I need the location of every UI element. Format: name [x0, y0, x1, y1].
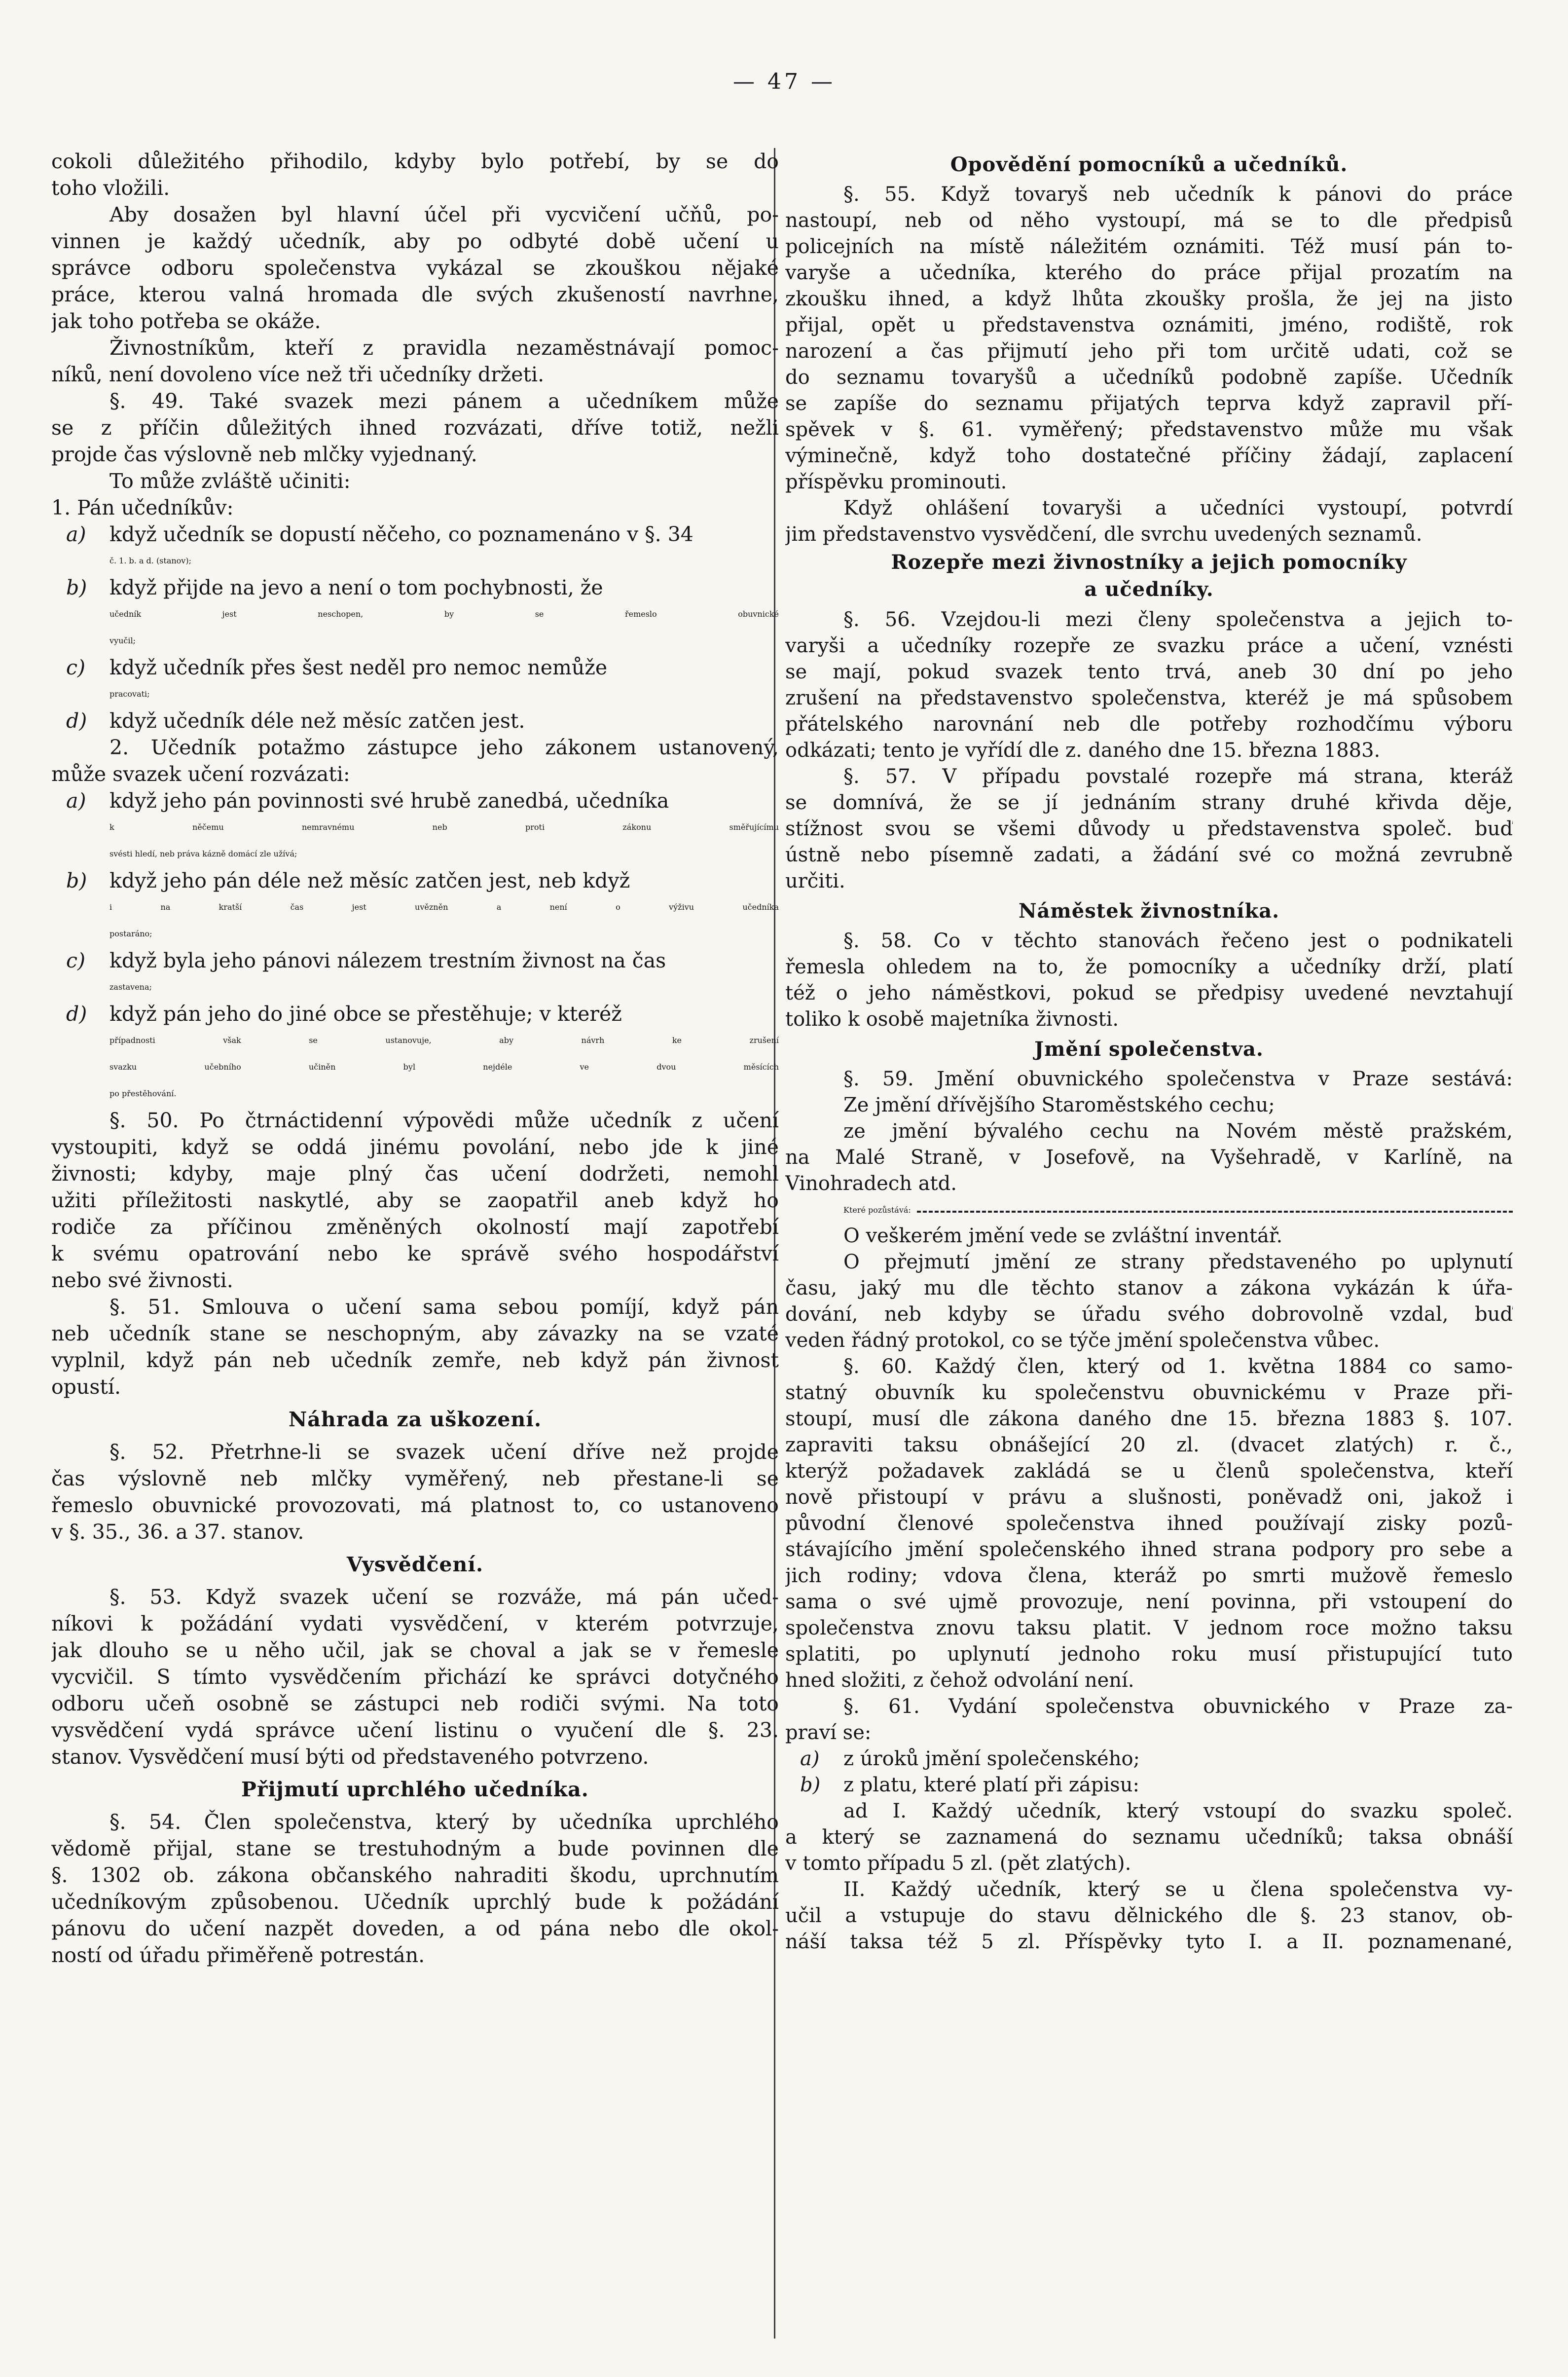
list-item: a) z úroků jmění společenského; — [800, 1747, 1140, 1770]
text-line: narození a čas přijmutí jeho při tom určitě udati, což se — [785, 340, 1513, 363]
text-line: času, jaký mu dle těchto stanov a zákona vykázán k úřa- — [785, 1277, 1513, 1300]
text-line: společenstva znovu taksu platit. V jednom roce možno taksu — [785, 1617, 1513, 1639]
text-line: určiti. — [785, 870, 845, 892]
section-heading: Rozepře mezi živnostníky a jejich pomocníky — [891, 551, 1407, 574]
text-line: nebo své živnosti. — [51, 1268, 233, 1292]
text-line: v tomto případu 5 zl. (pět zlatých). — [785, 1852, 1131, 1875]
text-line: čas výslovně neb mlčky vyměřený, neb přestane-li se — [51, 1467, 779, 1490]
section-51: §. 51. Smlouva o učení sama sebou pomíjí, když pán — [109, 1295, 779, 1319]
text-line: toliko k osobě majetníka živnosti. — [785, 1008, 1119, 1031]
text-line: kterýž požadavek zakládá se u členů společenstva, kteří — [785, 1460, 1513, 1483]
text-line: O veškerém jmění vede se zvláštní inventář. — [843, 1225, 1283, 1247]
text-line: jak toho potřeba se okáže. — [51, 309, 321, 333]
dash-rule — [917, 1197, 1513, 1213]
text-line: původní členové společenstva ihned používají zisky pozů- — [785, 1512, 1513, 1535]
text-line: nastoupí, neb od něho vystoupí, má se to dle předpisů — [785, 209, 1513, 232]
text-line: §. 1302 ob. zákona občanského nahraditi škodu, uprchnutím — [51, 1863, 779, 1887]
text-line: neb učedník stane se neschopným, aby závazky na se vzaté — [51, 1322, 779, 1345]
list-item-cont: učedník jest neschopen, by se řemeslo obuvnické — [109, 609, 779, 619]
list-item: c) když učedník přes šest neděl pro nemoc nemůže — [66, 656, 608, 679]
text-line: ad I. Každý učedník, který vstoupí do svazku společ. — [843, 1800, 1513, 1822]
text-line: ností od úřadu přiměřeně potrestán. — [51, 1943, 425, 1967]
text-line: na Malé Straně, v Josefově, na Vyšehradě, v Karlíně, na — [785, 1146, 1513, 1169]
text-line: cokoli důležitého přihodilo, kdyby bylo potřebí, by se do — [51, 149, 779, 173]
text-line: učedníkovým způsobenou. Učedník uprchlý bude k požádání — [51, 1890, 779, 1914]
section-60: §. 60. Každý člen, který od 1. května 1884 co samo- — [843, 1355, 1513, 1378]
text-line: přijal, opět u představenstva oznámiti, jméno, rodiště, rok — [785, 314, 1513, 336]
text-line: odboru učeň osobně se zástupci neb rodiči svými. Na toto — [51, 1692, 779, 1715]
section-heading: Jmění společenstva. — [1034, 1038, 1264, 1061]
text-line: odkázati; tento je vyřídí dle z. daného dne 15. března 1883. — [785, 739, 1381, 762]
section-heading: Náměstek živnostníka. — [1018, 899, 1280, 923]
text-line: ze jmění bývalého cechu na Novém městě pražském, — [843, 1120, 1513, 1143]
list-item-cont: svésti hledí, neb práva kázně domácí zle užívá; — [109, 849, 297, 858]
section-heading: Opovědění pomocníků a učedníků. — [950, 153, 1348, 176]
list-item-cont: pracovati; — [109, 689, 150, 699]
text-line: sama o své ujmě provozuje, není povinna, při vstoupení do — [785, 1591, 1513, 1613]
text-line: vysvědčení vydá správce učení listinu o vyučení dle §. 23. — [51, 1718, 779, 1742]
text-line: v §. 35., 36. a 37. stanov. — [51, 1520, 304, 1544]
text-line: se z příčin důležitých ihned rozvázati, dříve totiž, nežli — [51, 416, 779, 440]
section-57: §. 57. V případu povstalé rozepře má strana, kteráž — [843, 765, 1513, 788]
text-line: vystoupiti, když se oddá jinému povolání, nebo jde k jiné — [51, 1135, 779, 1159]
text-line: řemeslo obuvnické provozovati, má platnost to, co ustanoveno — [51, 1493, 779, 1517]
text-line: policejních na místě náležitém oznámiti. Též musí pán to- — [785, 235, 1513, 258]
text-line: stoupí, musí dle zákona daného dne 15. března 1883 §. 107. — [785, 1408, 1513, 1430]
section-49: §. 49. Také svazek mezi pánem a učedníkem může — [109, 389, 779, 413]
text-line: vycvičil. S tímto vysvědčením přichází ke správci dotyčného — [51, 1665, 779, 1689]
text-line: Vinohradech atd. — [785, 1172, 957, 1195]
text-line: do seznamu tovaryšů a učedníků podobně zapíše. Učedník — [785, 366, 1513, 389]
list-item: a) když učedník se dopustí něčeho, co poznamenáno v §. 34 — [66, 522, 693, 546]
list-item-cont: po přestěhování. — [109, 1089, 177, 1098]
text-line: přátelského narovnání neb dle potřeby rozhodčímu výboru — [785, 713, 1513, 736]
page-number: — 47 — — [733, 69, 836, 94]
list-item: d) když pán jeho do jiné obce se přestěhuje; v kteréž — [66, 1002, 622, 1026]
text-line: varyše a učedníka, kterého do práce přijal prozatím na — [785, 261, 1513, 284]
section-heading: Přijmutí uprchlého učedníka. — [241, 1778, 589, 1801]
text-line: dování, neb kdyby se úřadu svého dobrovolně vzdal, buď — [785, 1303, 1513, 1326]
text-line: příspěvku prominouti. — [785, 471, 1007, 493]
section-54: §. 54. Člen společenstva, který by učedníka uprchlého — [109, 1810, 779, 1834]
text-line: projde čas výslovně neb mlčky vyjednaný. — [51, 443, 477, 466]
text-line: opustí. — [51, 1375, 121, 1399]
section-53: §. 53. Když svazek učení se rozváže, má pán učed- — [109, 1585, 779, 1609]
text-line: se mají, pokud svazek tento trvá, aneb 30 dní po jeho — [785, 661, 1513, 683]
text-line: řemesla ohledem na to, že pomocníky a učedníky drží, platí — [785, 956, 1513, 978]
list-item: c) když byla jeho pánovi nálezem trestním živnost na čas — [66, 949, 666, 972]
text-line: náší taksa též 5 zl. Příspěvky tyto I. a II. poznamenané, — [785, 1931, 1513, 1953]
text-line: pánovu do učení nazpět doveden, a od pána nebo dle okol- — [51, 1917, 779, 1940]
text-line: jak dlouho se u něho učil, jak se choval a jak se v řemesle — [51, 1638, 779, 1662]
text-line: Ze jmění dřívějšího Staroměstského cechu; — [843, 1094, 1275, 1116]
list-item: a) když jeho pán povinnosti své hrubě zanedbá, učedníka — [66, 789, 669, 813]
text-line: hned složiti, z čehož odvolání není. — [785, 1669, 1134, 1692]
text-line: stížnost svou se všemi důvody u představenstva společ. buď — [785, 817, 1513, 840]
dashed-line — [785, 1197, 1513, 1223]
text-line: vědomě přijal, stane se trestuhodným a bude povinnen dle — [51, 1837, 779, 1860]
list-item: b) z platu, které platí při zápisu: — [800, 1774, 1139, 1796]
list-item: b) když jeho pán déle než měsíc zatčen jest, neb když — [66, 869, 630, 892]
text-line: níkovi k požádání vydati vysvědčení, v kterém potvrzuje, — [51, 1612, 779, 1635]
section-50: §. 50. Po čtrnáctidenní výpovědi může učedník z učení — [109, 1109, 779, 1132]
text-line: Živnostníkům, kteří z pravidla nezaměstnávají pomoc- — [109, 336, 779, 360]
text-line: praví se: — [785, 1721, 872, 1744]
text-line: stanov. Vysvědčení musí býti od představeného potvrzeno. — [51, 1745, 649, 1769]
right-column — [785, 148, 1513, 1955]
text-line: O přejmutí jmění ze strany představeného po uplynutí — [843, 1251, 1513, 1273]
section-55: §. 55. Když tovaryš neb učedník k pánovi do práce — [843, 183, 1513, 206]
text-line: práce, kterou valná hromada dle svých zkušeností navrhne, — [51, 283, 779, 306]
list-item-cont: zastavena; — [109, 982, 152, 992]
text-line: vyplnil, když pán neb učedník zemře, neb když pán živnost — [51, 1348, 779, 1372]
list-item-cont: k něčemu nemravnému neb proti zákonu směřujícímu — [109, 822, 779, 832]
list-item-cont: vyučil; — [109, 636, 136, 645]
text-line: může svazek učení rozvázati: — [51, 762, 350, 786]
text-line: výminečně, když toho dostatečné příčiny žádají, zaplacení — [785, 445, 1513, 467]
text-line: správce odboru společenstva vykázal se zkouškou nějaké — [51, 256, 779, 280]
text-line: toho vložili. — [51, 176, 170, 200]
text-line: zrušení na představenstvo společenstva, kteréž je má spůsobem — [785, 687, 1513, 709]
text-line: učil a vstupuje do stavu dělnického dle §. 23 stanov, ob- — [785, 1904, 1513, 1927]
text-line: rodiče za příčinou změněných okolností mají zapotřebí — [51, 1215, 779, 1239]
text-line: Když ohlášení tovaryši a učedníci vystoupí, potvrdí — [843, 497, 1513, 520]
list-item-cont: i na kratší čas jest uvězněn a není o výživu učedníka — [109, 902, 779, 912]
text-line: se domnívá, že se jí jednáním strany druhé křivda děje, — [785, 791, 1513, 814]
text-line: spěvek v §. 61. vyměřený; představenstvo může mu však — [785, 418, 1513, 441]
text-line: stávajícího jmění společenského ihned strana podpory pro sebe a — [785, 1538, 1513, 1561]
list-item-cont: č. 1. b. a d. (stanov); — [109, 556, 191, 565]
list-item-cont: případnosti však se ustanovuje, aby návrh ke zrušení — [109, 1036, 779, 1045]
list-item-cont: svazku učebního učiněn byl nejdéle ve dvou měsících — [109, 1062, 779, 1072]
text-line: 1. Pán učedníkův: — [51, 496, 234, 520]
text-line: II. Každý učedník, který se u člena společenstva vy- — [843, 1878, 1513, 1901]
text-line: splatiti, po uplynutí jednoho roku musí přistupující tuto — [785, 1643, 1513, 1666]
section-heading: Náhrada za uškození. — [288, 1408, 542, 1431]
text-line: statný obuvník ku společenstvu obuvnickému v Praze při- — [785, 1381, 1513, 1404]
text-line: užiti příležitosti naskytlé, aby se zaopatřil aneb když ho — [51, 1188, 779, 1212]
text-line: varyši a učedníky rozepře ze svazku práce a učení, vznésti — [785, 634, 1513, 657]
section-61: §. 61. Vydání společenstva obuvnického v Praze za- — [843, 1695, 1513, 1718]
text-line: 2. Učedník potažmo zástupce jeho zákonem ustanovený, — [109, 736, 779, 759]
text-line: k svému opatrování nebo ke správě svého hospodářství — [51, 1242, 779, 1265]
text-line: též o jeho náměstkovi, pokud se předpisy uvedené nevztahují — [785, 982, 1513, 1004]
text-line: veden řádný protokol, co se týče jmění společenstva vůbec. — [785, 1329, 1380, 1352]
text-line: níků, není dovoleno více než tři učedníky držeti. — [51, 363, 545, 386]
text-line: zkoušku ihned, a když lhůta zkoušky prošla, že jej na jisto — [785, 288, 1513, 310]
text-line: jim představenstvo vysvědčení, dle svrchu uvedených seznamů. — [785, 523, 1422, 546]
text-line: živnosti; kdyby, maje plný čas učení dodržeti, nemohl — [51, 1162, 779, 1186]
text-line: vinnen je každý učedník, aby po odbyté době učení u — [51, 229, 779, 253]
left-column — [51, 148, 779, 1968]
text-line: a který se zaznamená do seznamu učedníků; taksa obnáší — [785, 1826, 1513, 1849]
section-52: §. 52. Přetrhne-li se svazek učení dříve než projde — [109, 1440, 779, 1464]
text-line: To může zvláště učiniti: — [109, 469, 351, 493]
section-56: §. 56. Vzejdou-li mezi členy společenstva a jejich to- — [843, 608, 1513, 631]
text-line: jich rodiny; vdova člena, kteráž po smrti mužově řemeslo — [785, 1564, 1513, 1587]
section-heading: Vysvědčení. — [346, 1553, 484, 1576]
list-item: d) když učedník déle než měsíc zatčen jest. — [66, 709, 525, 733]
section-59: §. 59. Jmění obuvnického společenstva v Praze sestává: — [843, 1068, 1513, 1090]
section-heading: a učedníky. — [1084, 578, 1214, 601]
text-line: ústně nebo písemně zadati, a žádání své co možná zevrubně — [785, 844, 1513, 866]
text-line: nově přistoupí v právu a slušnosti, poněvadž oni, jakož i — [785, 1486, 1513, 1509]
section-58: §. 58. Co v těchto stanovách řečeno jest o podnikateli — [843, 929, 1513, 952]
text-label: Které pozůstává: — [843, 1205, 911, 1215]
text-line: zapraviti taksu obnášející 20 zl. (dvacet zlatých) r. č., — [785, 1434, 1513, 1456]
list-item-cont: postaráno; — [109, 929, 152, 938]
text-line: Aby dosažen byl hlavní účel při vycvičení učňů, po- — [109, 203, 779, 226]
text-line: se zapíše do seznamu přijatých teprva když zapravil pří- — [785, 392, 1513, 415]
list-item: b) když přijde na jevo a není o tom pochybnosti, že — [66, 576, 603, 599]
